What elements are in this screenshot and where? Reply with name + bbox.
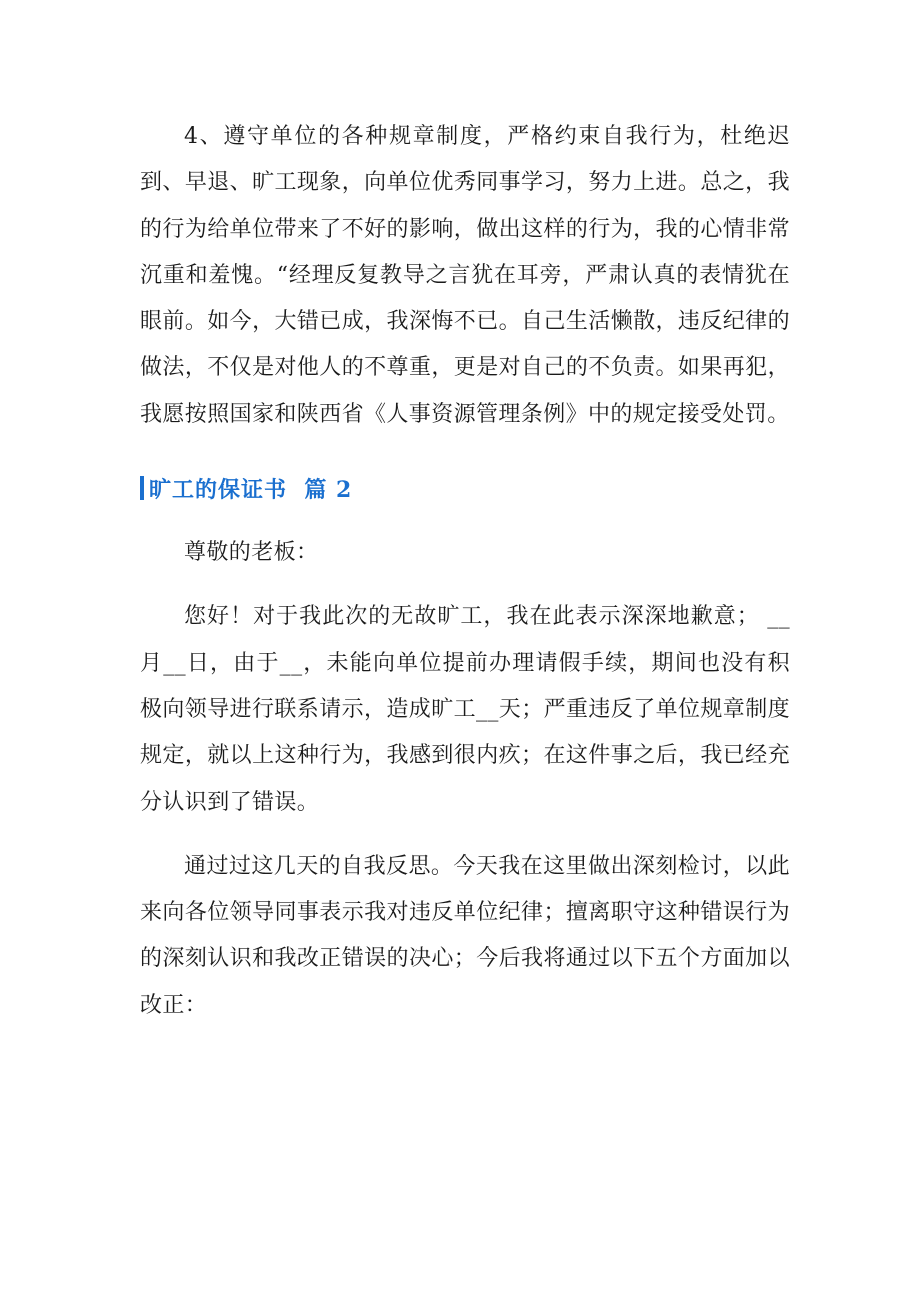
paragraph-apology: 您好！对于我此次的无故旷工，我在此表示深深地歉意； __月__日，由于__，未能向单位提前办理请假手续，期间也没有积极向领导进行联系请示，造成旷工__天；严重违反了单位规章制度规定，就以上这种行为，我感到很内疚；在这件事之后，我已经充分认识到了错误。 <box>140 604 791 815</box>
paragraph-rule-4: 4、遵守单位的各种规章制度，严格约束自我行为，杜绝迟到、早退、旷工现象，向单位优秀同事学习，努力上进。总之，我的行为给单位带来了不好的影响，做出这样的行为，我的心情非常沉重和羞愧。“经理反复教导之言犹在耳旁，严肃认真的表情犹在眼前。如今，大错已成，我深悔不已。自己生活懒散，违反纪律的做法，不仅是对他人的不尊重，更是对自己的不负责。如果再犯，我愿按照国家和陕西省《人事资源管理条例》中的规定接受处罚。 <box>140 124 790 427</box>
heading-marker-bar <box>140 476 144 500</box>
section-heading <box>140 468 790 508</box>
document-body <box>140 114 790 1029</box>
paragraph-reflection: 通过过这几天的自我反思。今天我在这里做出深刻检讨，以此来向各位领导同事表示我对违反单位纪律；擅离职守这种错误行为的深刻认识和我改正错误的决心；今后我将通过以下五个方面加以改正： <box>140 853 790 1018</box>
heading-title: 旷工的保证书 篇 2 <box>149 476 353 503</box>
paragraph-salutation: 尊敬的老板： <box>184 540 319 566</box>
